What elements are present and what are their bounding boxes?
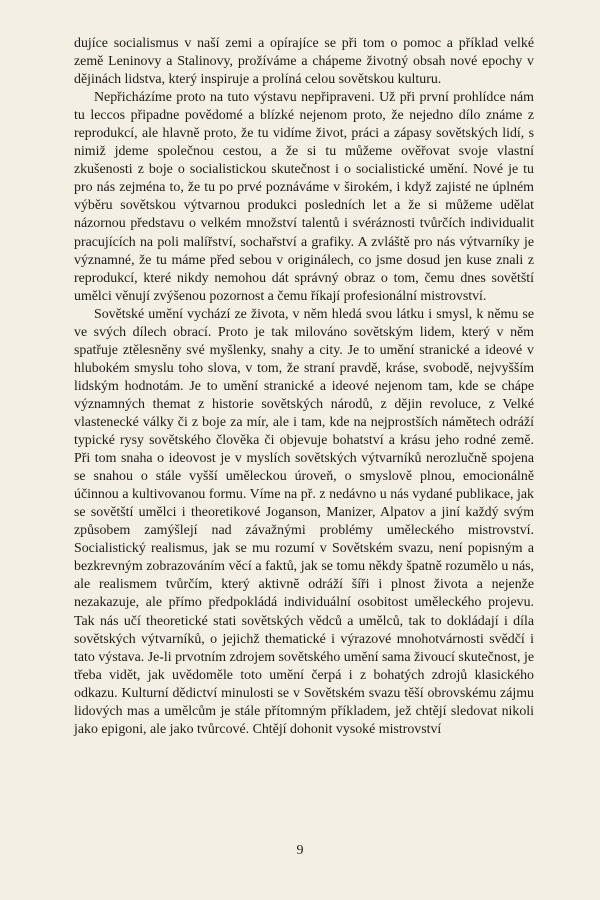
body-text [74, 35, 534, 739]
paragraph-3: Sovětské umění vychází ze života, v něm hledá svou látku i smysl, k němu se ve svých dílech obrací. Proto je tak milováno sovětským lidem, který v něm spatřuje ztělesněny své myšlenky, snahy a city. Je to umění stranické a ideové v hlubokém smyslu toho slova, v tom, že straní pravdě, kráse, svobodě, nejvyšším lidským hodnotám. Je to umění stranické a ideové nejenom tam, kde se chápe významných themat z historie sovětských národů, z dějin revoluce, z Velké vlastenecké války či z boje za mír, ale i tam, kde na nejprostších námětech odráží typické rysy sovětského člověka či objevuje bohatství a krásu jeho rodné země. Při tom snaha o ideovost je v myslích sovětských výtvarníků nerozlučně spojena se snahou o stále vyšší uměleckou úroveň, o smyslově plnou, emocionálně účinnou a kultivovanou formu. Víme na př. z nedávno u nás vydané publikace, jak se sovětští umělci i theoretikové Joganson, Manizer, Alpatov a jiní každý svým způsobem zamýšlejí nad závažnými problémy uměleckého mistrovství. Socialistický realismus, jak se mu rozumí v Sovětském svazu, není popisným a bezkrevným zobrazováním věcí a faktů, jak se tomu někdy špatně rozumělo u nás, ale realismem tvůrčím, který aktivně odráží šíři i plnost života a nejenže nezakazuje, ale přímo předpokládá individuální osobitost uměleckého projevu. Tak nás učí theoretické stati sovětských vědců a umělců, tak to dokládají i díla sovětských výtvarníků, o jejichž thematické i výrazové mnohotvárnosti svědčí i tato výstava. Je-li prvotním zdrojem sovětského umění sama živoucí skutečnost, je třeba vidět, jak uvědoměle toto umění čerpá i z bohatých zdrojů klasického odkazu. Kulturní dědictví minulosti se v Sovětském svazu těší obrovskému zájmu lidových mas a umělcům je stále přítomným příkladem, jež chtějí sledovat nikoli jako epigoni, ale jako tvůrcové. Chtějí dohonit vysoké mistrovství [74, 306, 534, 737]
paragraph-1: dujíce socialismus v naší zemi a opírajíce se při tom o pomoc a příklad velké země Leninovy a Stalinovy, prožíváme a chápeme životný obsah nové epochy v dějinách lidstva, který inspiruje a prolíná celou sovětskou kulturu. [74, 36, 534, 88]
paragraph-2: Nepřicházíme proto na tuto výstavu nepřipraveni. Už při první prohlídce nám tu leccos připadne povědomé a blízké nejenom proto, že nejedno dílo známe z reprodukcí, ale hlavně proto, že tu vidíme život, práci a zápasy sovětských lidí, s nimiž jdeme společnou cestou, a že si tu můžeme ověřovat svoje vlastní zkušenosti z boje o socialistickou skutečnost i o socialistické umění. Nové je tu pro nás zejména to, že tu po prvé poznáváme v širokém, i když zajisté ne úplném výběru sovětskou výtvarnou produkci posledních let a že si můžeme udělat názornou představu o velkém množství talentů i svéráznosti tvůrčích individualit pracujících na poli malířství, sochařství a grafiky. A zvláště pro nás výtvarníky je významné, že tu máme před sebou v originálech, co jsme dosud jen kuse znali z reprodukcí, které nikdy nemohou dát správný obraz o tom, čemu dnes sovětští umělci věnují zvýšenou pozornost a čemu říkají profesionální mistrovství. [74, 90, 534, 304]
page-number: 9 [296, 843, 304, 858]
